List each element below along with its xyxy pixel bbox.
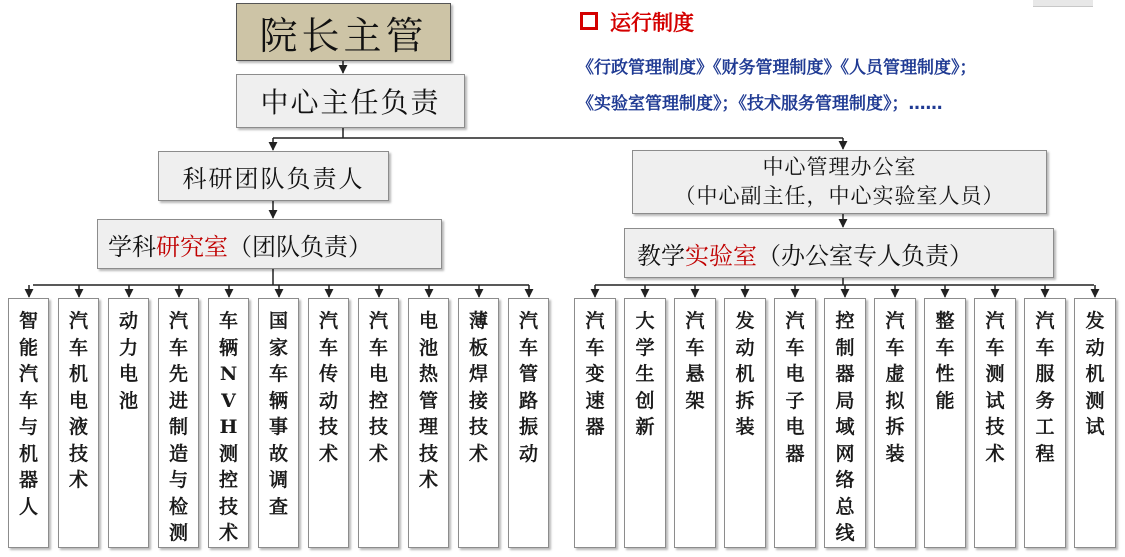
teaching-unit-label: 汽车测试技术 [985,310,1005,465]
teaching-unit-box [1024,298,1066,548]
research-unit-label: 汽车传动技术 [318,310,338,465]
research-lab-box [97,219,442,269]
research-unit-box [258,298,299,548]
rules-title: 运行制度 [610,11,694,35]
teaching-unit-box [1074,298,1116,548]
slide-corner-tab [1033,0,1093,7]
rules-heading [580,7,694,37]
research-unit-label: 国家车辆事故调查 [268,310,288,518]
research-unit-label: 电池热管理技术 [418,310,438,491]
research-team-head-box: 科研团队负责人 [158,151,389,201]
research-unit-box [508,298,549,548]
research-unit-label: 车辆NVH测控技术 [218,310,238,544]
rules-line-1: 《行政管理制度》《财务管理制度》《人员管理制度》； [577,58,977,78]
research-unit-box [58,298,99,548]
research-unit-label: 汽车电控技术 [368,310,388,465]
teaching-unit-box [924,298,966,548]
research-unit-box [208,298,249,548]
teaching-unit-box [874,298,916,548]
research-unit-label: 汽车先进制造与检测 [168,310,188,544]
teaching-unit-box [624,298,666,548]
research-unit-label: 智能汽车与机器人 [18,310,38,518]
research-unit-box [458,298,499,548]
teaching-unit-label: 汽车变速器 [585,310,605,438]
research-unit-label: 汽车机电液技术 [68,310,88,491]
research-unit-box [158,298,199,548]
teaching-unit-box [724,298,766,548]
teaching-unit-box [974,298,1016,548]
teaching-lab-highlight: 实验室 [685,241,757,270]
research-lab-suffix: （团队负责） [228,232,372,261]
teaching-unit-label: 汽车电子电器 [785,310,805,465]
dean-box: 院长主管 [236,3,451,61]
checkbox-square-icon [580,12,598,30]
teaching-unit-label: 大学生创新 [635,310,655,438]
teaching-lab-suffix: （办公室专人负责） [757,241,973,270]
teaching-lab-box [624,228,1054,278]
teaching-unit-label: 控制器局域网络总线 [835,310,855,544]
teaching-unit-box [774,298,816,548]
research-unit-box [108,298,149,548]
teaching-unit-label: 汽车虚拟拆装 [885,310,905,465]
research-unit-box [308,298,349,548]
research-unit-label: 薄板焊接技术 [468,310,488,465]
research-lab-prefix: 学科 [108,232,156,261]
research-lab-highlight: 研究室 [156,232,228,261]
teaching-lab-prefix: 教学 [637,241,685,270]
research-unit-box [358,298,399,548]
teaching-unit-box [824,298,866,548]
teaching-unit-label: 汽车服务工程 [1035,310,1055,465]
research-unit-box [408,298,449,548]
research-unit-box [8,298,49,548]
office-members: （中心副主任，中心实验室人员） [674,184,1005,208]
teaching-unit-label: 发动机拆装 [735,310,755,438]
teaching-unit-label: 整车性能 [935,310,955,412]
office-title: 中心管理办公室 [762,155,917,179]
center-director-box: 中心主任负责 [236,74,465,128]
center-office-box [632,150,1047,214]
rules-line-2: 《实验室管理制度》；《技术服务管理制度》；…… [577,94,943,114]
teaching-unit-box [574,298,616,548]
teaching-unit-box [674,298,716,548]
teaching-unit-label: 发动机测试 [1085,310,1105,438]
research-unit-label: 汽车管路振动 [518,310,538,465]
teaching-unit-label: 汽车悬架 [685,310,705,412]
research-unit-label: 动力电池 [118,310,138,412]
